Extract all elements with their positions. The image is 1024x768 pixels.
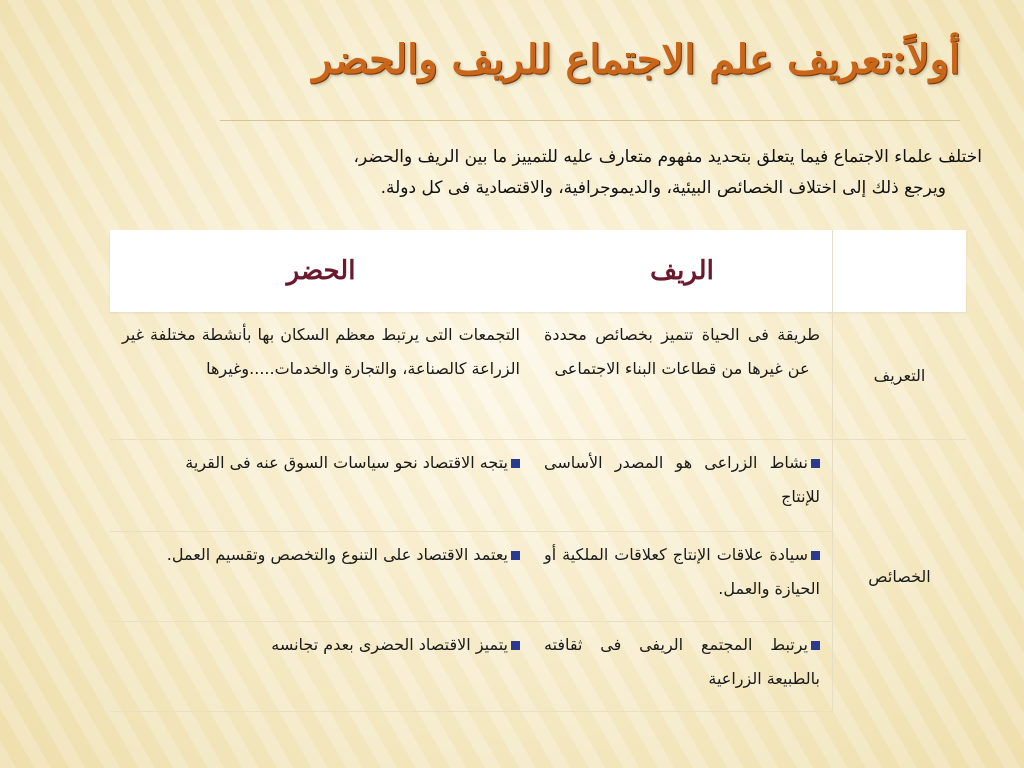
characteristic-urban-cell — [110, 622, 532, 711]
characteristic-rural-text: سيادة علاقات الإنتاج كعلاقات الملكية أو الحيازة والعمل. — [544, 545, 820, 598]
characteristics-rows — [110, 440, 832, 712]
table-row — [110, 532, 832, 622]
definition-urban-cell: التجمعات التى يرتبط معظم السكان بها بأنشطة مختلفة غير الزراعة كالصناعة، والتجارة والخدمات.....وغيرها — [122, 325, 520, 378]
header-rural: الريف — [650, 256, 714, 286]
characteristics-group — [110, 440, 966, 712]
slide-title: أولاً:تعريف علم الاجتماع للريف والحضر — [312, 36, 960, 83]
characteristic-urban-text: يتميز الاقتصاد الحضرى بعدم تجانسه — [271, 635, 508, 654]
characteristic-rural-text: يرتبط المجتمع الريفى فى ثقافته بالطبيعة الزراعية — [544, 635, 820, 688]
table-row-definition — [110, 312, 966, 440]
comparison-table — [110, 230, 966, 712]
characteristic-urban-text: يتجه الاقتصاد نحو سياسات السوق عنه فى القرية — [185, 453, 508, 472]
table-row — [110, 622, 832, 712]
square-bullet-icon — [511, 551, 520, 560]
characteristic-urban-cell — [110, 532, 532, 621]
characteristic-rural-cell — [532, 622, 832, 711]
table-header-row — [110, 230, 966, 312]
intro-line-2: ويرجع ذلك إلى اختلاف الخصائص البيئية، والديموجرافية، والاقتصادية فى كل دولة. — [380, 178, 946, 198]
row-label-characteristics: الخصائص — [832, 440, 966, 712]
header-urban: الحضر — [286, 256, 356, 286]
characteristic-rural-text: نشاط الزراعى هو المصدر الأساسى للإنتاج — [544, 453, 820, 506]
square-bullet-icon — [811, 551, 820, 560]
intro-paragraph — [152, 142, 982, 204]
characteristic-urban-cell — [110, 440, 532, 531]
characteristic-rural-cell — [532, 440, 832, 531]
intro-line-1: اختلف علماء الاجتماع فيما يتعلق بتحديد مفهوم متعارف عليه للتمييز ما بين الريف والحضر، — [353, 147, 982, 167]
header-label-cell — [832, 230, 966, 312]
characteristic-urban-text: يعتمد الاقتصاد على التنوع والتخصص وتقسيم العمل. — [166, 545, 508, 564]
square-bullet-icon — [511, 459, 520, 468]
definition-rural-cell: طريقة فى الحياة تتميز بخصائص محددة عن غيرها من قطاعات البناء الاجتماعى — [544, 325, 820, 378]
square-bullet-icon — [511, 641, 520, 650]
row-label-definition: التعريف — [832, 312, 966, 439]
square-bullet-icon — [811, 641, 820, 650]
square-bullet-icon — [811, 459, 820, 468]
title-divider — [220, 120, 960, 121]
characteristic-rural-cell — [532, 532, 832, 621]
title-area — [200, 36, 960, 108]
table-row — [110, 440, 832, 532]
